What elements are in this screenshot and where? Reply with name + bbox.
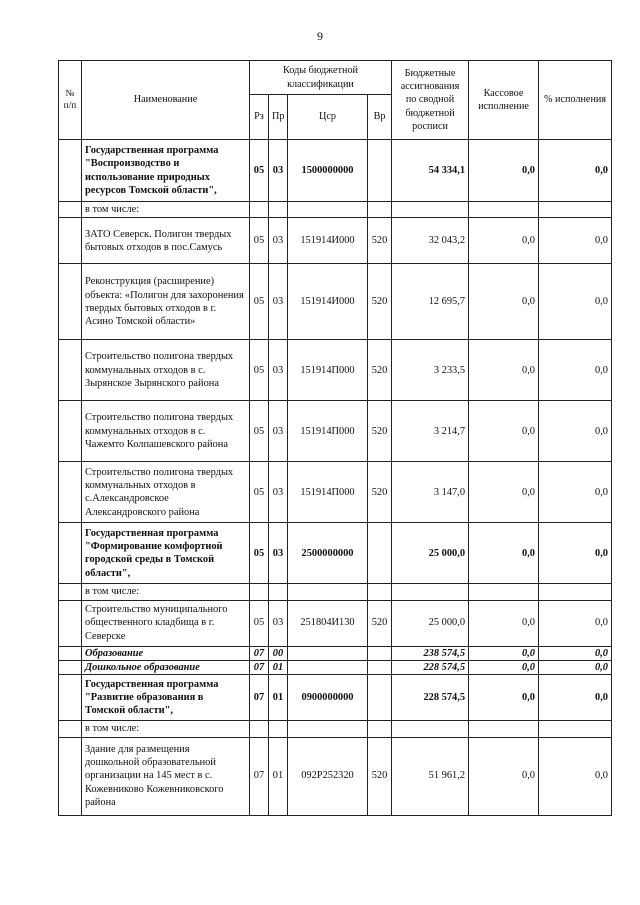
row-vr-cell: 520: [368, 462, 392, 523]
row-cash-cell: [469, 584, 539, 600]
row-num-cell: [59, 646, 82, 660]
row-cash-cell: 0,0: [469, 523, 539, 584]
row-vr-cell: 520: [368, 401, 392, 462]
table-row: [59, 401, 612, 462]
row-rz-cell: 05: [250, 401, 269, 462]
row-cash-cell: 0,0: [469, 737, 539, 815]
row-pr-cell: [269, 584, 288, 600]
row-rz-cell: [250, 584, 269, 600]
row-rz-cell: 05: [250, 523, 269, 584]
table-row: [59, 584, 612, 600]
row-rz-cell: 07: [250, 660, 269, 674]
row-num-cell: [59, 202, 82, 218]
row-csr-cell: [288, 660, 368, 674]
row-vr-cell: 520: [368, 340, 392, 401]
row-budget-cell: 25 000,0: [392, 600, 469, 646]
table-row: [59, 675, 612, 721]
row-name-cell: в том числе:: [82, 721, 250, 737]
row-csr-cell: 1500000000: [288, 140, 368, 202]
row-pr-cell: 01: [269, 660, 288, 674]
row-percent-cell: 0,0: [539, 462, 612, 523]
budget-table: [58, 60, 612, 816]
row-name-cell: Государственная программа "Развитие образования в Томской области",: [82, 675, 250, 721]
row-name-cell: в том числе:: [82, 584, 250, 600]
header-codes: Коды бюджетной классификации: [250, 61, 392, 95]
row-vr-cell: [368, 675, 392, 721]
table-row: [59, 646, 612, 660]
row-csr-cell: 151914П000: [288, 401, 368, 462]
row-num-cell: [59, 523, 82, 584]
row-cash-cell: 0,0: [469, 340, 539, 401]
table-row: [59, 140, 612, 202]
row-csr-cell: 151914П000: [288, 462, 368, 523]
row-name-cell: Строительство полигона твердых коммунальных отходов в с. Зырянское Зырянского района: [82, 340, 250, 401]
row-cash-cell: [469, 721, 539, 737]
row-num-cell: [59, 721, 82, 737]
row-cash-cell: 0,0: [469, 218, 539, 264]
row-percent-cell: 0,0: [539, 140, 612, 202]
row-num-cell: [59, 660, 82, 674]
row-budget-cell: 228 574,5: [392, 675, 469, 721]
table-row: [59, 523, 612, 584]
row-vr-cell: 520: [368, 737, 392, 815]
row-percent-cell: 0,0: [539, 646, 612, 660]
row-name-cell: Здание для размещения дошкольной образовательной организации на 145 мест в с. Кожевниково Кожевниковского района: [82, 737, 250, 815]
row-rz-cell: 05: [250, 340, 269, 401]
row-num-cell: [59, 340, 82, 401]
header-name: Наименование: [82, 61, 250, 140]
row-percent-cell: 0,0: [539, 340, 612, 401]
row-pr-cell: 00: [269, 646, 288, 660]
row-rz-cell: 05: [250, 218, 269, 264]
row-cash-cell: 0,0: [469, 600, 539, 646]
row-vr-cell: [368, 523, 392, 584]
row-csr-cell: 092P252320: [288, 737, 368, 815]
row-pr-cell: 03: [269, 523, 288, 584]
page-number: 9: [317, 29, 323, 43]
row-percent-cell: 0,0: [539, 401, 612, 462]
row-csr-cell: 2500000000: [288, 523, 368, 584]
row-budget-cell: 3 233,5: [392, 340, 469, 401]
row-num-cell: [59, 462, 82, 523]
row-pr-cell: 03: [269, 401, 288, 462]
header-budget: Бюджетные ассигнования по сводной бюджетной росписи: [392, 61, 469, 140]
row-cash-cell: 0,0: [469, 401, 539, 462]
table-row: [59, 721, 612, 737]
row-name-cell: ЗАТО Северск. Полигон твердых бытовых отходов в пос.Самусь: [82, 218, 250, 264]
row-budget-cell: 32 043,2: [392, 218, 469, 264]
row-cash-cell: 0,0: [469, 140, 539, 202]
row-name-cell: Строительство полигона твердых коммунальных отходов в с. Чажемто Колпашевского района: [82, 401, 250, 462]
row-rz-cell: 05: [250, 140, 269, 202]
row-percent-cell: 0,0: [539, 523, 612, 584]
row-percent-cell: 0,0: [539, 600, 612, 646]
row-name-cell: Дошкольное образование: [82, 660, 250, 674]
row-cash-cell: 0,0: [469, 660, 539, 674]
row-budget-cell: 25 000,0: [392, 523, 469, 584]
row-budget-cell: [392, 202, 469, 218]
row-csr-cell: 151914И000: [288, 264, 368, 340]
row-cash-cell: 0,0: [469, 264, 539, 340]
row-budget-cell: 3 147,0: [392, 462, 469, 523]
row-rz-cell: 05: [250, 600, 269, 646]
row-percent-cell: 0,0: [539, 737, 612, 815]
table-row: [59, 340, 612, 401]
row-pr-cell: 03: [269, 218, 288, 264]
row-num-cell: [59, 264, 82, 340]
row-name-cell: Реконструкция (расширение) объекта: «Полигон для захоронения твердых бытовых отходов в г. Асино Томской области»: [82, 264, 250, 340]
row-cash-cell: 0,0: [469, 675, 539, 721]
row-pr-cell: 03: [269, 600, 288, 646]
row-csr-cell: [288, 646, 368, 660]
header-num: № п/п: [59, 61, 82, 140]
row-csr-cell: [288, 202, 368, 218]
table-row: [59, 737, 612, 815]
row-budget-cell: [392, 721, 469, 737]
row-csr-cell: 151914И000: [288, 218, 368, 264]
row-name-cell: Образование: [82, 646, 250, 660]
row-budget-cell: [392, 584, 469, 600]
row-pr-cell: 01: [269, 737, 288, 815]
row-percent-cell: [539, 584, 612, 600]
row-name-cell: Строительство полигона твердых коммунальных отходов в с.Александровское Александровского района: [82, 462, 250, 523]
table-row: [59, 264, 612, 340]
table-body: [59, 140, 612, 816]
row-budget-cell: 3 214,7: [392, 401, 469, 462]
row-budget-cell: 228 574,5: [392, 660, 469, 674]
row-percent-cell: 0,0: [539, 264, 612, 340]
row-name-cell: в том числе:: [82, 202, 250, 218]
row-cash-cell: [469, 202, 539, 218]
row-cash-cell: 0,0: [469, 462, 539, 523]
row-pr-cell: [269, 202, 288, 218]
row-name-cell: Строительство муниципального общественного кладбища в г. Северске: [82, 600, 250, 646]
row-csr-cell: 0900000000: [288, 675, 368, 721]
row-pr-cell: 03: [269, 140, 288, 202]
row-budget-cell: 51 961,2: [392, 737, 469, 815]
row-pr-cell: 03: [269, 340, 288, 401]
row-name-cell: Государственная программа "Воспроизводство и использование природных ресурсов Томской области",: [82, 140, 250, 202]
header-percent: % исполнения: [539, 61, 612, 140]
row-num-cell: [59, 737, 82, 815]
row-num-cell: [59, 401, 82, 462]
table-row: [59, 600, 612, 646]
row-num-cell: [59, 675, 82, 721]
row-csr-cell: [288, 721, 368, 737]
row-num-cell: [59, 140, 82, 202]
row-vr-cell: 520: [368, 264, 392, 340]
row-rz-cell: [250, 721, 269, 737]
row-vr-cell: [368, 202, 392, 218]
row-num-cell: [59, 218, 82, 264]
header-cash: Кассовое исполнение: [469, 61, 539, 140]
table-row: [59, 660, 612, 674]
header-csr: Цср: [288, 95, 368, 140]
row-rz-cell: [250, 202, 269, 218]
row-percent-cell: 0,0: [539, 675, 612, 721]
row-rz-cell: 05: [250, 264, 269, 340]
table-row: [59, 202, 612, 218]
row-pr-cell: 03: [269, 462, 288, 523]
row-pr-cell: 01: [269, 675, 288, 721]
row-num-cell: [59, 600, 82, 646]
row-num-cell: [59, 584, 82, 600]
row-name-cell: Государственная программа "Формирование комфортной городской среды в Томской области",: [82, 523, 250, 584]
header-vr: Вр: [368, 95, 392, 140]
row-rz-cell: 07: [250, 646, 269, 660]
row-vr-cell: [368, 646, 392, 660]
row-percent-cell: [539, 202, 612, 218]
row-budget-cell: 54 334,1: [392, 140, 469, 202]
row-budget-cell: 12 695,7: [392, 264, 469, 340]
header-pr: Пр: [269, 95, 288, 140]
row-vr-cell: 520: [368, 218, 392, 264]
row-rz-cell: 07: [250, 737, 269, 815]
row-vr-cell: [368, 584, 392, 600]
row-vr-cell: [368, 660, 392, 674]
row-vr-cell: [368, 140, 392, 202]
table-row: [59, 462, 612, 523]
row-budget-cell: 238 574,5: [392, 646, 469, 660]
row-rz-cell: 07: [250, 675, 269, 721]
row-pr-cell: [269, 721, 288, 737]
row-rz-cell: 05: [250, 462, 269, 523]
row-csr-cell: 251804И130: [288, 600, 368, 646]
table-row: [59, 218, 612, 264]
row-csr-cell: 151914П000: [288, 340, 368, 401]
row-vr-cell: 520: [368, 600, 392, 646]
row-vr-cell: [368, 721, 392, 737]
row-pr-cell: 03: [269, 264, 288, 340]
header-rz: Рз: [250, 95, 269, 140]
row-csr-cell: [288, 584, 368, 600]
row-percent-cell: 0,0: [539, 660, 612, 674]
row-cash-cell: 0,0: [469, 646, 539, 660]
row-percent-cell: [539, 721, 612, 737]
row-percent-cell: 0,0: [539, 218, 612, 264]
